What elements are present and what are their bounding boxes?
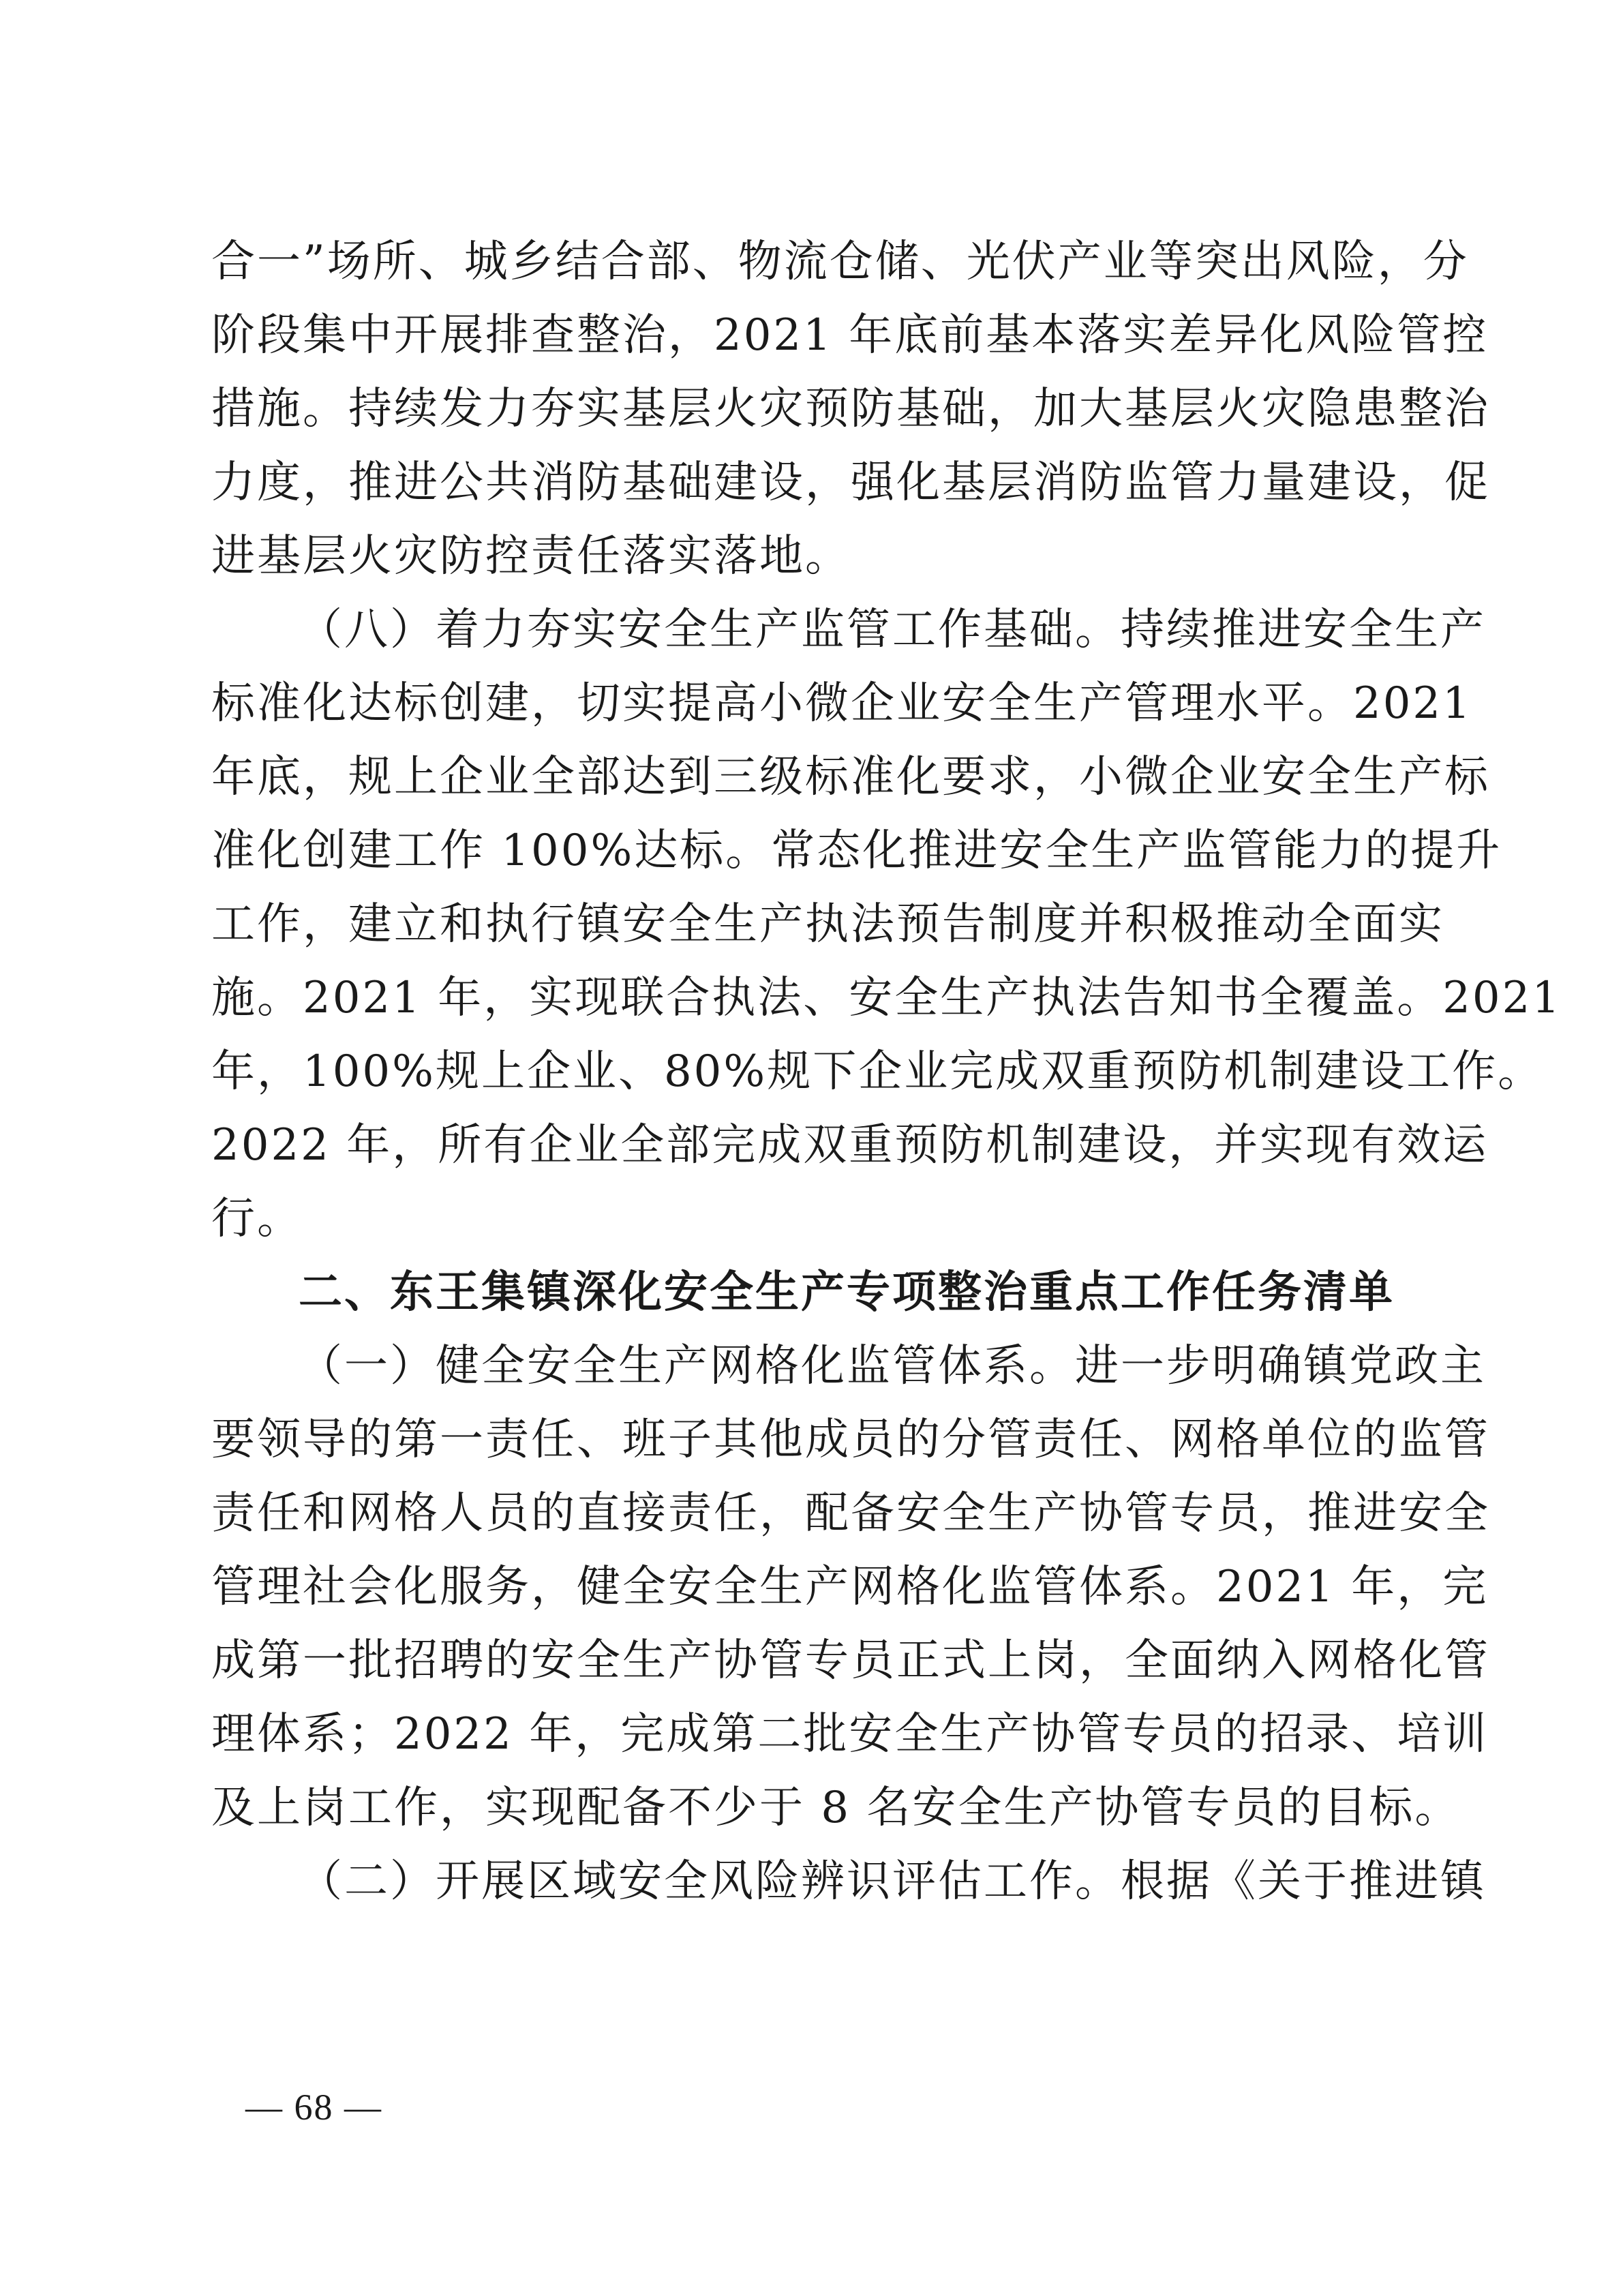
text-line: 理体系；2022 年，完成第二批安全生产协管专员的招录、培训 [211, 1709, 1489, 1759]
text-line: 标准化达标创建，切实提高小微企业安全生产管理水平。2021 [211, 678, 1472, 729]
text-line: 合一”场所、城乡结合部、物流仓储、光伏产业等突出风险，分 [211, 237, 1469, 287]
document-body [211, 225, 1562, 1918]
text-line: 年，100%规上企业、80%规下企业完成双重预防机制建设工作。 [211, 1046, 1544, 1097]
text-line: 责任和网格人员的直接责任，配备安全生产协管专员，推进安全 [211, 1488, 1490, 1539]
text-line: （二）开展区域安全风险辨识评估工作。根据《关于推进镇 [299, 1856, 1486, 1907]
section-heading [211, 1256, 1411, 1329]
text-line: 施。2021 年，实现联合执法、安全生产执法告知书全覆盖。2021 [211, 973, 1562, 1023]
paragraph-fire-prevention-end [211, 225, 1490, 593]
text-line: 及上岗工作，实现配备不少于 8 名安全生产协管专员的目标。 [211, 1783, 1461, 1833]
text-line: （八）着力夯实安全生产监管工作基础。持续推进安全生产 [299, 605, 1486, 655]
text-line: 进基层火灾防控责任落实落地。 [211, 531, 851, 581]
text-line: 工作，建立和执行镇安全生产执法预告制度并积极推动全面实 [211, 899, 1444, 950]
text-line: 成第一批招聘的安全生产协管专员正式上岗，全面纳入网格化管 [211, 1635, 1490, 1686]
text-line: 要领导的第一责任、班子其他成员的分管责任、网格单位的监管 [211, 1415, 1490, 1465]
text-line: 措施。持续发力夯实基层火灾预防基础，加大基层火灾隐患整治 [211, 384, 1490, 434]
paragraph-item-1 [211, 1329, 1490, 1845]
page-number: — 68 — [245, 2087, 382, 2128]
text-line: （一）健全安全生产网格化监管体系。进一步明确镇党政主 [299, 1341, 1486, 1391]
paragraph-item-8 [211, 593, 1562, 1256]
paragraph-item-2 [211, 1845, 1486, 1918]
text-line: 准化创建工作 100%达标。常态化推进安全生产监管能力的提升 [211, 826, 1502, 876]
text-line: 年底，规上企业全部达到三级标准化要求，小微企业安全生产标 [211, 752, 1490, 802]
text-line: 力度，推进公共消防基础建设，强化基层消防监管力量建设，促 [211, 457, 1490, 508]
text-line: 阶段集中开展排查整治，2021 年底前基本落实差异化风险管控 [211, 310, 1489, 361]
section-title: 二、东王集镇深化安全生产专项整治重点工作任务清单 [299, 1267, 1395, 1318]
text-line: 2022 年，所有企业全部完成双重预防机制建设，并实现有效运 [211, 1120, 1489, 1170]
text-line: 行。 [211, 1194, 303, 1244]
text-line: 管理社会化服务，健全安全生产网格化监管体系。2021 年，完 [211, 1562, 1489, 1612]
